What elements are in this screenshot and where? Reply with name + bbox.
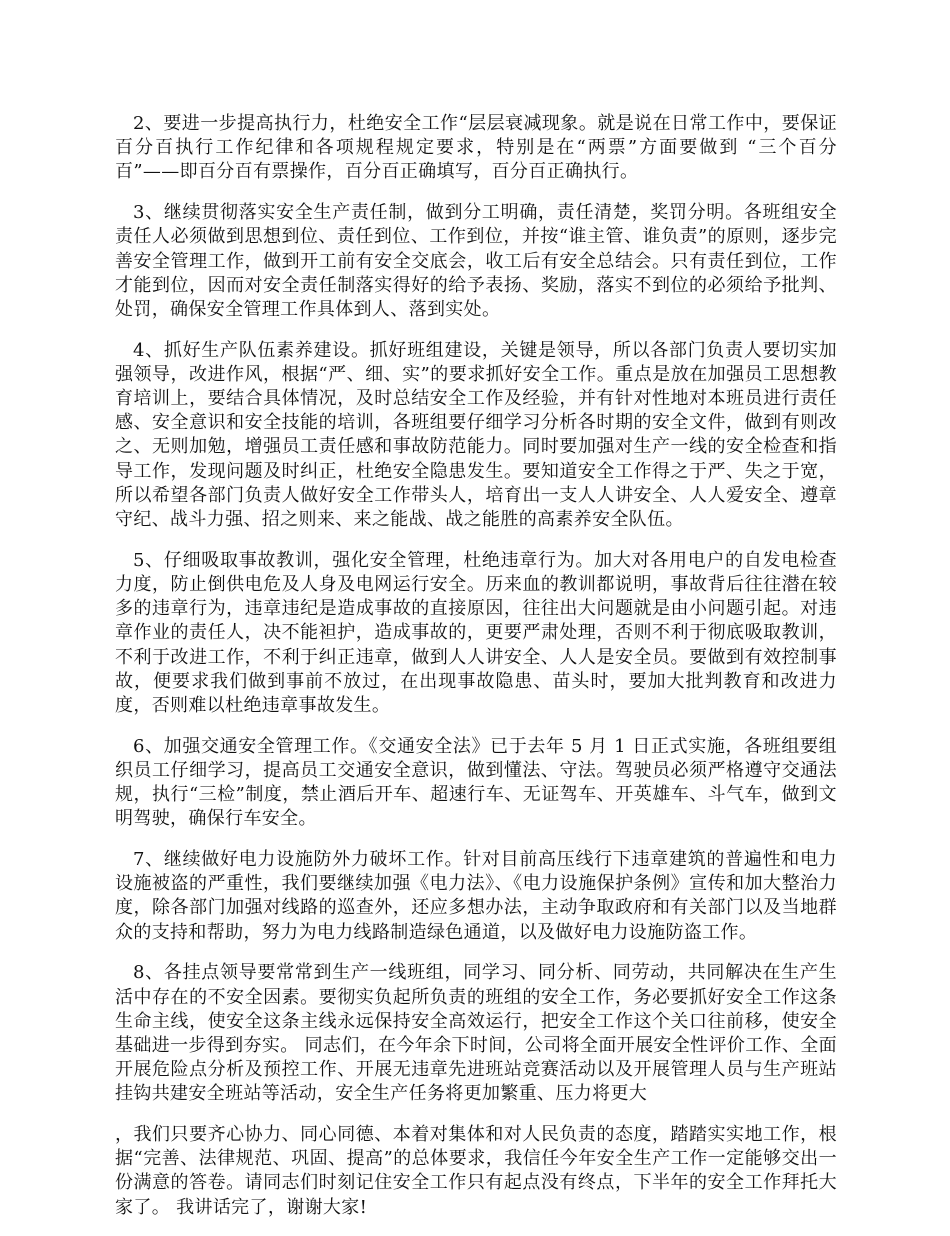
paragraph-item-2: 2、要进一步提高执行力，杜绝安全工作“层层衰减现象。就是说在日常工作中，要保证百分百执行工作纪律和各项规程规定要求，特别是在“两票”方面要做到 “三个百分百”——即百分百有票操作，百分百正确填写，百分百正确执行。 <box>115 113 837 183</box>
paragraph-item-8: 8、各挂点领导要常常到生产一线班组，同学习、同分析、同劳动，共同解决在生产生活中存在的不安全因素。要彻实负起所负责的班组的安全工作，务必要抓好安全工作这条生命主线，使安全这条主线永远保持安全高效运行，把安全工作这个关口往前移，使安全基础进一步得到夯实。 同志们，在今年余下时间，公司将全面开展安全性评价工作、全面开展危险点分析及预控工作、开展无违章先进班站竞赛活动以及开展管理人员与生产班站挂钩共建安全班站等活动，安全生产任务将更加繁重、压力将更大 <box>115 962 837 1105</box>
paragraph-item-3: 3、继续贯彻落实安全生产责任制，做到分工明确，责任清楚，奖罚分明。各班组安全责任人必须做到思想到位、责任到位、工作到位，并按“谁主管、谁负责”的原则，逐步完善安全管理工作，做到开工前有安全交底会，收工后有安全总结会。只有责任到位，工作才能到位，因而对安全责任制落实得好的给予表扬、奖励，落实不到位的必须给予批判、处罚，确保安全管理工作具体到人、落到实处。 <box>115 202 837 320</box>
closing-paragraph: ，我们只要齐心协力、同心同德、本着对集体和对人民负责的态度，踏踏实实地工作，根据“完善、法律规范、巩固、提高”的总体要求，我信任今年安全生产工作一定能够交出一份满意的答卷。请同志们时刻记住安全工作只有起点没有终点，下半年的安全工作拜托大家了。 我讲话完了，谢谢大家! <box>115 1124 837 1218</box>
document-body <box>115 112 837 1236</box>
paragraph-item-5: 5、仔细吸取事故教训，强化安全管理，杜绝违章行为。加大对各用电户的自发电检查力度，防止倒供电危及人身及电网运行安全。历来血的教训都说明，事故背后往往潜在较多的违章行为，违章违纪是造成事故的直接原因，往往出大问题就是由小问题引起。对违章作业的责任人，决不能袒护，造成事故的，更要严肃处理，否则不利于彻底吸取教训，不利于改进工作，不利于纠正违章，做到人人讲安全、人人是安全员。要做到有效控制事故，便要求我们做到事前不放过，在出现事故隐患、苗头时，要加大批判教育和改进力度，否则难以杜绝违章事故发生。 <box>115 549 837 716</box>
paragraph-item-4: 4、抓好生产队伍素养建设。抓好班组建设，关键是领导，所以各部门负责人要切实加强领导，改进作风，根据“严、细、实”的要求抓好安全工作。重点是放在加强员工思想教育培训上，要结合具体情况，及时总结安全工作及经验，并有针对性地对本班员进行责任感、安全意识和安全技能的培训，各班组要仔细学习分析各时期的安全文件，做到有则改之、无则加勉，增强员工责任感和事故防范能力。同时要加强对生产一线的安全检查和指导工作，发现问题及时纠正，杜绝安全隐患发生。要知道安全工作得之于严、失之于宽，所以希望各部门负责人做好安全工作带头人，培育出一支人人讲安全、人人爱安全、遵章守纪、战斗力强、招之则来、来之能战、战之能胜的高素养安全队伍。 <box>115 339 837 531</box>
paragraph-item-7: 7、继续做好电力设施防外力破坏工作。针对目前高压线行下违章建筑的普遍性和电力设施被盗的严重性，我们要继续加强《电力法》、《电力设施保护条例》宣传和加大整治力度，除各部门加强对线路的巡查外，还应多想办法，主动争取政府和有关部门以及当地群众的支持和帮助，努力为电力线路制造绿色通道，以及做好电力设施防盗工作。 <box>115 848 837 943</box>
paragraph-item-6: 6、加强交通安全管理工作。《交通安全法》已于去年 5 月 1 日正式实施，各班组要组织员工仔细学习，提高员工交通安全意识，做到懂法、守法。驾驶员必须严格遵守交通法规，执行“三检”制度，禁止酒后开车、超速行车、无证驾车、开英雄车、斗气车，做到文明驾驶，确保行车安全。 <box>115 735 837 830</box>
